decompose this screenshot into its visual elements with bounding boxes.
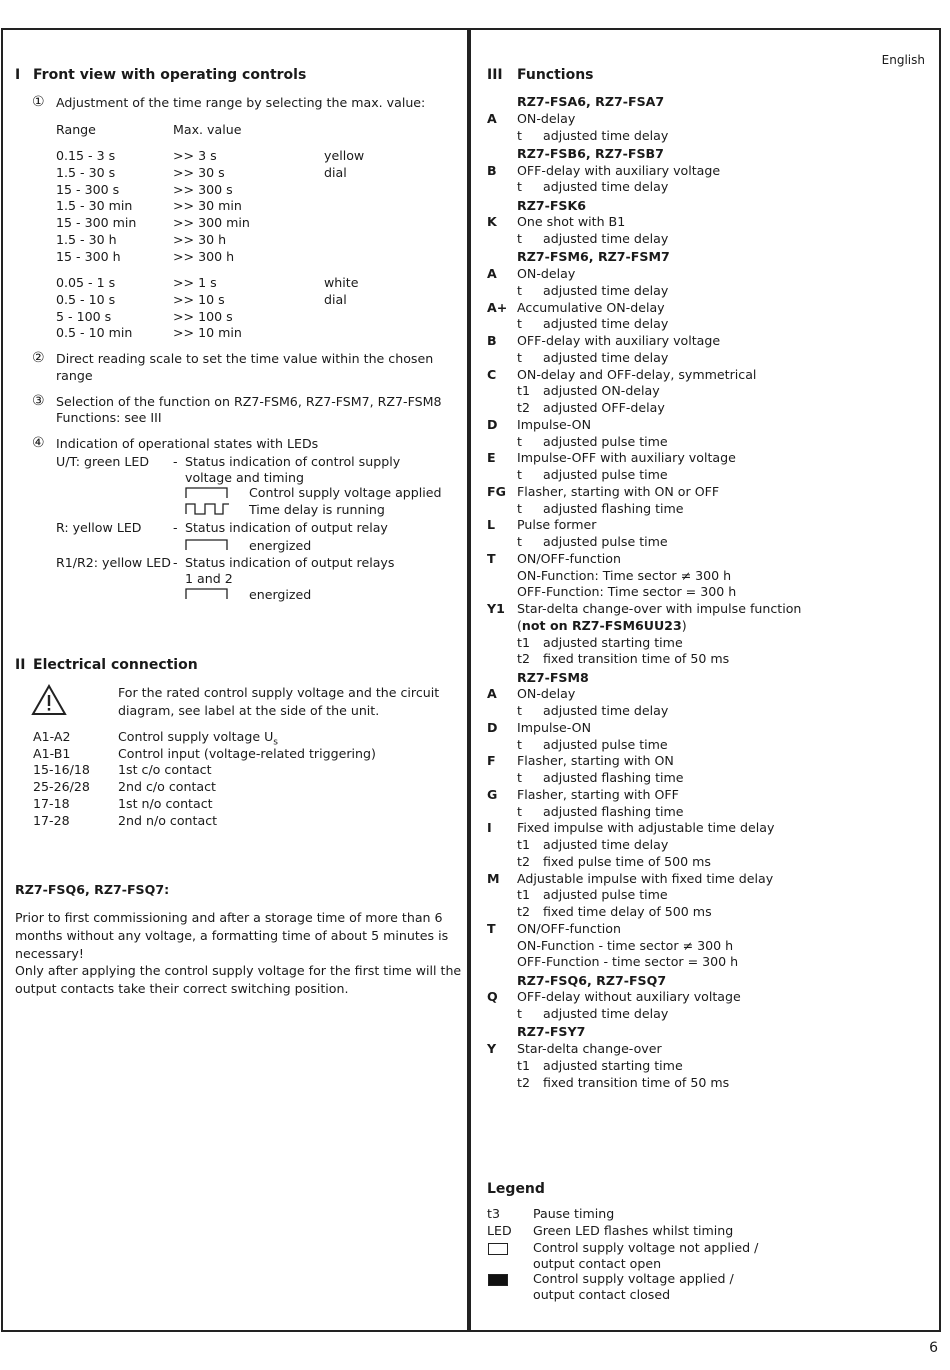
terminal-description: Control input (voltage-related triggering): [118, 745, 376, 761]
section-3-title: Functions: [517, 67, 594, 83]
steady-signal-icon: [185, 486, 231, 500]
function-text: Adjustable impulse with fixed time delay: [517, 870, 774, 886]
terminal-description: 1st c/o contact: [118, 762, 212, 778]
led-r-state: energized: [249, 538, 312, 553]
function-key: F: [487, 753, 496, 769]
function-text: Star-delta change-over: [517, 1041, 662, 1056]
function-text: adjusted pulse time: [543, 467, 668, 482]
device-model-heading: RZ7-FSM6, RZ7-FSM7: [517, 249, 670, 265]
function-text: OFF-Function - time sector = 300 h: [517, 954, 739, 970]
time-symbol: t: [517, 467, 522, 482]
function-key: Q: [487, 989, 498, 1005]
led-ut-state-2: Time delay is running: [249, 502, 385, 517]
function-text: OFF-delay with auxiliary voltage: [517, 162, 721, 178]
time-symbol: t: [517, 282, 522, 298]
note-line: months without any voltage, a formatting time of about 5 minutes is: [15, 927, 449, 943]
function-text: adjusted flashing time: [543, 803, 684, 819]
marker-2: ②: [32, 350, 45, 366]
time-symbol: t: [517, 349, 522, 365]
time-symbol: t: [517, 179, 522, 195]
warning-line-2: diagram, see label at the side of the unit.: [118, 703, 380, 718]
function-text: adjusted flashing time: [543, 500, 684, 516]
time-symbol: t2: [517, 651, 530, 667]
function-key: A: [487, 266, 497, 281]
filled-square-icon: [488, 1270, 508, 1287]
led-r12-state: energized: [249, 587, 312, 602]
function-key: E: [487, 450, 496, 466]
legend-open-line-2: output contact open: [533, 1256, 662, 1271]
time-symbol: t1: [517, 634, 530, 650]
note-line: output contacts take their correct switching position.: [15, 981, 349, 997]
terminal-description: 2nd c/o contact: [118, 779, 216, 795]
open-square-icon: [488, 1239, 508, 1256]
function-text: adjusted time delay: [543, 703, 669, 718]
dial-note: white: [324, 275, 359, 290]
time-symbol: t1: [517, 837, 530, 852]
time-symbol: t: [517, 534, 522, 549]
function-text: One shot with B1: [517, 214, 626, 230]
steady-signal-icon: [185, 587, 231, 601]
max-value: >> 30 h: [173, 232, 227, 247]
function-key: T: [487, 920, 496, 936]
function-text: Impulse-ON: [517, 719, 591, 735]
function-text: adjusted time delay: [543, 349, 669, 365]
section-1-title: Front view with operating controls: [33, 67, 307, 83]
steady-signal-icon: [185, 538, 231, 552]
function-key: B: [487, 333, 497, 348]
dial-note: yellow: [324, 148, 365, 163]
paren-close: ): [681, 617, 687, 633]
range-value: 15 - 300 min: [56, 215, 137, 231]
function-text: ON-Function - time sector ≠ 300 h: [517, 937, 734, 953]
function-text: adjusted pulse time: [543, 887, 668, 903]
marker-3: ③: [32, 393, 45, 409]
item-4-text: Indication of operational states with LEDs: [56, 436, 319, 451]
function-key: C: [487, 366, 497, 382]
flashing-signal-icon: [185, 502, 231, 516]
led-r12-line-1: Status indication of output relays: [185, 555, 395, 570]
time-symbol: t: [517, 231, 522, 246]
time-symbol: t2: [517, 853, 530, 869]
function-key: B: [487, 162, 497, 178]
terminal-label: 17-18: [33, 795, 70, 811]
function-key: D: [487, 719, 498, 735]
device-model-heading: RZ7-FSY7: [517, 1024, 586, 1040]
function-key: A+: [487, 299, 508, 315]
function-text: OFF-delay without auxiliary voltage: [517, 989, 741, 1005]
range-value: 5 - 100 s: [56, 308, 112, 324]
terminal-label: A1-A2: [33, 729, 71, 744]
time-symbol: t: [517, 316, 522, 332]
item-2-line-1: Direct reading scale to set the time value within the chosen: [56, 351, 434, 366]
function-key: T: [487, 550, 496, 566]
led-ut-state-1: Control supply voltage applied: [249, 485, 442, 500]
legend-closed-line-1: Control supply voltage applied /: [533, 1271, 734, 1286]
dial-note: dial: [324, 164, 347, 180]
function-key: D: [487, 416, 498, 432]
led-ut-line-1: Status indication of control supply: [185, 454, 401, 469]
function-text: adjusted flashing time: [543, 770, 684, 785]
function-text: adjusted pulse time: [543, 534, 668, 549]
function-text: adjusted time delay: [543, 837, 669, 852]
fsq-note-title: RZ7-FSQ6, RZ7-FSQ7:: [15, 882, 170, 897]
function-text: adjusted pulse time: [543, 433, 668, 449]
device-model-heading: RZ7-FSM8: [517, 669, 589, 685]
function-text: fixed time delay of 500 ms: [543, 904, 712, 919]
dial-note: dial: [324, 291, 347, 307]
device-model-heading: RZ7-FSB6, RZ7-FSB7: [517, 145, 664, 161]
time-symbol: t: [517, 803, 522, 819]
legend-closed-line-2: output contact closed: [533, 1287, 671, 1302]
time-symbol: t: [517, 703, 522, 718]
function-text: OFF-delay with auxiliary voltage: [517, 333, 721, 348]
time-symbol: t2: [517, 400, 530, 415]
language-label: English: [881, 53, 925, 67]
device-model-heading: RZ7-FSK6: [517, 197, 587, 213]
time-symbol: t2: [517, 1074, 530, 1090]
warning-icon: [31, 684, 67, 716]
terminal-label: 17-28: [33, 812, 70, 828]
function-key: Y1: [487, 601, 505, 616]
function-text: adjusted time delay: [543, 231, 669, 246]
function-text: ON/OFF-function: [517, 920, 621, 936]
function-key: I: [487, 820, 492, 836]
function-text: adjusted starting time: [543, 634, 683, 650]
function-key: L: [487, 517, 496, 533]
warning-line-1: For the rated control supply voltage and the circuit: [118, 685, 440, 700]
function-key: A: [487, 110, 497, 126]
legend-led-text: Green LED flashes whilst timing: [533, 1223, 734, 1238]
section-2-title: Electrical connection: [33, 657, 198, 673]
terminal-description: Control supply voltage $U_s$: [118, 729, 278, 748]
max-value: >> 10 min: [173, 325, 242, 341]
paren-open: (: [517, 617, 522, 633]
range-value: 0.5 - 10 s: [56, 291, 116, 307]
function-text: Impulse-ON: [517, 416, 591, 432]
time-symbol: t: [517, 770, 522, 785]
legend-t3-text: Pause timing: [533, 1206, 615, 1221]
time-symbol: t1: [517, 383, 530, 399]
max-value: >> 300 s: [173, 181, 233, 197]
function-text: [517, 617, 687, 634]
led-r12-label: R1/R2: yellow LED: [56, 555, 171, 570]
function-text: ON-delay: [517, 686, 576, 702]
time-symbol: t: [517, 1006, 522, 1021]
note-line: Only after applying the control supply voltage for the first time will the: [15, 963, 462, 979]
function-text: Flasher, starting with OFF: [517, 786, 679, 802]
range-value: 0.05 - 1 s: [56, 275, 116, 290]
function-text: Fixed impulse with adjustable time delay: [517, 820, 775, 836]
function-text: ON-delay: [517, 110, 576, 126]
section-3-number: III: [487, 67, 503, 83]
function-text: adjusted starting time: [543, 1057, 683, 1073]
function-key: K: [487, 214, 497, 230]
function-text: adjusted time delay: [543, 316, 669, 332]
legend-title: Legend: [487, 1181, 545, 1197]
function-text: fixed transition time of 50 ms: [543, 1074, 730, 1090]
terminal-label: 15-16/18: [33, 762, 90, 778]
function-key: FG: [487, 483, 506, 499]
section-1-number: I: [15, 67, 21, 83]
function-text: ON-delay and OFF-delay, symmetrical: [517, 366, 757, 382]
led-ut-dash: -: [173, 454, 178, 469]
section-2-number: II: [15, 657, 26, 673]
time-symbol: t2: [517, 904, 530, 919]
column-divider: [467, 28, 471, 1332]
function-text: Flasher, starting with ON or OFF: [517, 483, 720, 499]
function-key: G: [487, 786, 498, 802]
function-text: adjusted time delay: [543, 127, 669, 143]
function-text: adjusted time delay: [543, 282, 669, 298]
time-symbol: t1: [517, 1057, 530, 1073]
function-text: Star-delta change-over with impulse function: [517, 601, 802, 616]
led-r12-dash: -: [173, 555, 178, 570]
led-r-line-1: Status indication of output relay: [185, 520, 388, 535]
range-value: 1.5 - 30 s: [56, 164, 116, 180]
item-3-line-1: Selection of the function on RZ7-FSM6, RZ7-FSM7, RZ7-FSM8: [56, 394, 442, 409]
function-text: ON-delay: [517, 266, 576, 281]
led-ut-line-2: voltage and timing: [185, 470, 304, 485]
range-value: 0.5 - 10 min: [56, 325, 133, 341]
function-text: Flasher, starting with ON: [517, 753, 674, 769]
terminal-description: 1st n/o contact: [118, 795, 213, 811]
legend-led-key: LED: [487, 1223, 512, 1238]
function-text: OFF-Function: Time sector = 300 h: [517, 584, 737, 600]
time-symbol: t: [517, 127, 522, 143]
device-model-heading: RZ7-FSA6, RZ7-FSA7: [517, 94, 665, 109]
range-value: 15 - 300 h: [56, 248, 121, 264]
range-value: 0.15 - 3 s: [56, 148, 116, 163]
page-frame: [1, 28, 941, 1332]
function-text: Accumulative ON-delay: [517, 299, 665, 315]
legend-t3-key: t3: [487, 1206, 500, 1221]
terminal-label: 25-26/28: [33, 779, 90, 795]
function-text: fixed pulse time of 500 ms: [543, 853, 711, 869]
function-text: Impulse-OFF with auxiliary voltage: [517, 450, 736, 466]
function-text: ON/OFF-function: [517, 550, 621, 566]
function-key: A: [487, 686, 497, 702]
range-value: 1.5 - 30 min: [56, 198, 133, 214]
function-text: adjusted OFF-delay: [543, 400, 665, 415]
note-line: Prior to first commissioning and after a storage time of more than 6: [15, 910, 443, 925]
item-3-line-2: Functions: see III: [56, 410, 162, 425]
page-number: 6: [929, 1340, 938, 1356]
terminal-label: A1-B1: [33, 745, 71, 761]
function-text: fixed transition time of 50 ms: [543, 651, 730, 667]
time-symbol: t1: [517, 887, 530, 903]
max-value: >> 300 h: [173, 248, 235, 264]
legend-open-line-1: Control supply voltage not applied /: [533, 1240, 759, 1255]
note-line: necessary!: [15, 945, 84, 961]
range-value: 15 - 300 s: [56, 181, 120, 197]
function-text: adjusted ON-delay: [543, 383, 660, 399]
function-text: ON-Function: Time sector ≠ 300 h: [517, 567, 732, 583]
range-header: Range: [56, 122, 96, 137]
function-key: Y: [487, 1041, 497, 1056]
function-text: adjusted time delay: [543, 179, 669, 195]
led-r12-line-2: 1 and 2: [185, 571, 233, 586]
time-symbol: t: [517, 736, 522, 752]
function-text: adjusted time delay: [543, 1006, 669, 1021]
max-value: >> 3 s: [173, 148, 217, 163]
max-value: >> 10 s: [173, 291, 225, 307]
max-value: >> 30 s: [173, 164, 225, 180]
range-value: 1.5 - 30 h: [56, 232, 117, 247]
function-text: Pulse former: [517, 517, 597, 533]
time-symbol: t: [517, 433, 522, 449]
led-ut-label: U/T: green LED: [56, 454, 150, 469]
max-value: >> 30 min: [173, 198, 242, 214]
function-text: adjusted pulse time: [543, 736, 668, 752]
subscript: s: [273, 737, 278, 748]
led-r-dash: -: [173, 520, 178, 535]
marker-4: ④: [32, 435, 45, 451]
item-2-line-2: range: [56, 368, 93, 383]
max-value: >> 300 min: [173, 215, 250, 231]
terminal-description: 2nd n/o contact: [118, 812, 218, 828]
time-symbol: t: [517, 500, 522, 516]
led-r-label: R: yellow LED: [56, 520, 142, 535]
item-1-text: Adjustment of the time range by selecting the max. value:: [56, 95, 426, 110]
device-model-heading: RZ7-FSQ6, RZ7-FSQ7: [517, 972, 667, 988]
function-key: M: [487, 870, 500, 886]
exception-note: not on RZ7-FSM6UU23: [521, 617, 682, 633]
marker-1: ①: [32, 94, 45, 110]
max-value-header: Max. value: [173, 122, 242, 137]
max-value: >> 100 s: [173, 308, 233, 324]
max-value: >> 1 s: [173, 275, 217, 290]
